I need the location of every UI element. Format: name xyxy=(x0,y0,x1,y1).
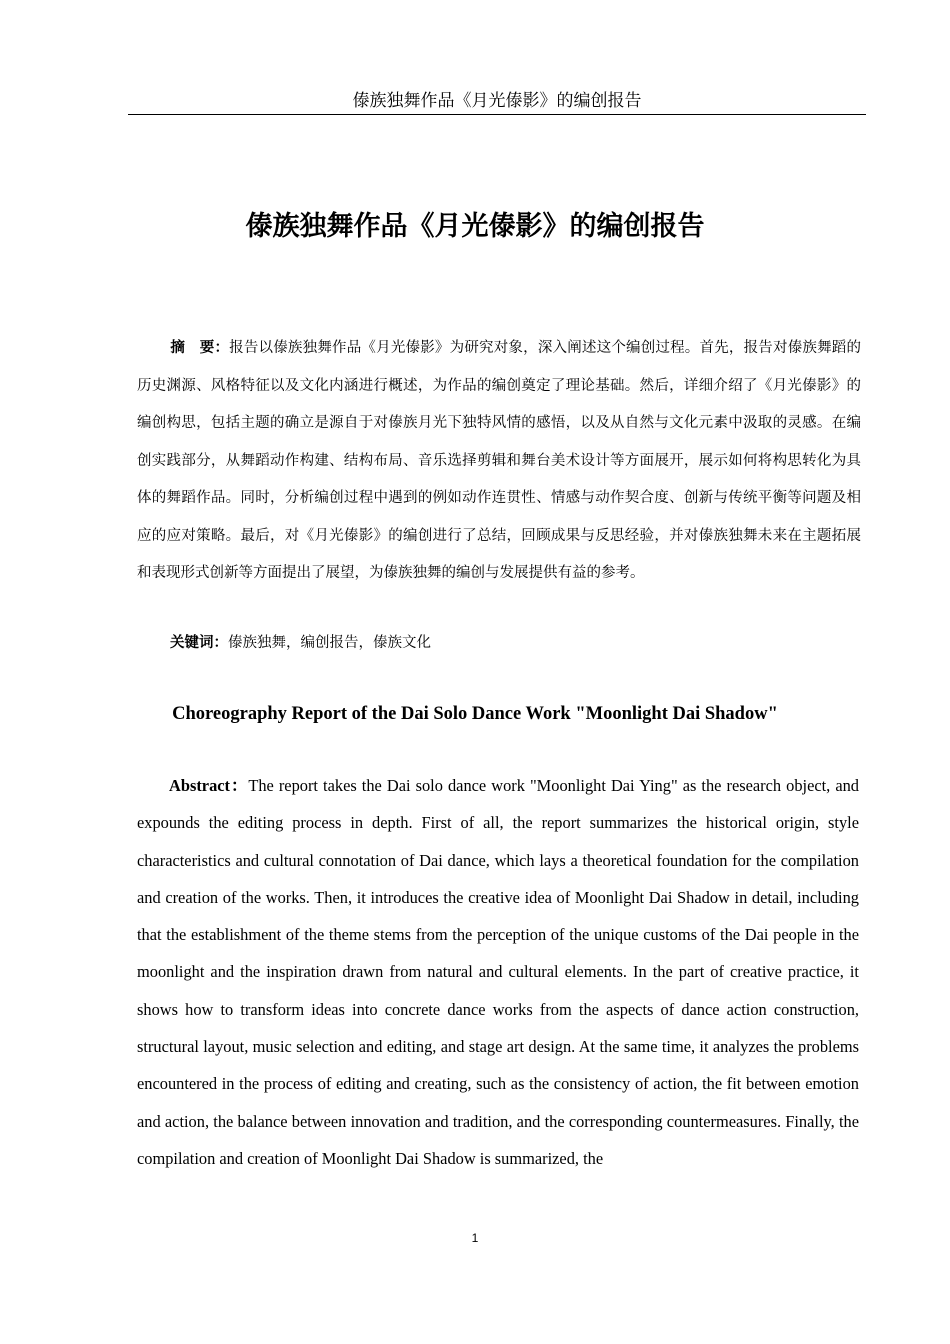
abstract-chinese-label: 摘 要： xyxy=(170,340,230,356)
abstract-english xyxy=(137,767,859,1177)
page-title-english: Choreography Report of the Dai Solo Dance Work "Moonlight Dai Shadow" xyxy=(172,704,778,724)
keywords-chinese-label: 关键词： xyxy=(170,635,228,651)
page-number: 1 xyxy=(471,1231,479,1245)
abstract-english-label: Abstract： xyxy=(169,776,249,795)
abstract-chinese xyxy=(137,330,861,593)
page-title-chinese: 傣族独舞作品《月光傣影》的编创报告 xyxy=(245,211,705,242)
running-header: 傣族独舞作品《月光傣影》的编创报告 xyxy=(128,88,866,115)
abstract-chinese-text: 报告以傣族独舞作品《月光傣影》为研究对象，深入阐述这个编创过程。首先，报告对傣族舞蹈的历史渊源、风格特征以及文化内涵进行概述，为作品的编创奠定了理论基础。然后，详细介绍了《月光傣影》的编创构思，包括主题的确立是源自于对傣族月光下独特风情的感悟，以及从自然与文化元素中汲取的灵感。在编创实践部分，从舞蹈动作构建、结构布局、音乐选择剪辑和舞台美术设计等方面展开，展示如何将构思转化为具体的舞蹈作品。同时，分析编创过程中遇到的例如动作连贯性、情感与动作契合度、创新与传统平衡等问题及相应的应对策略。最后，对《月光傣影》的编创进行了总结，回顾成果与反思经验，并对傣族独舞未来在主题拓展和表现形式创新等方面提出了展望，为傣族独舞的编创与发展提供有益的参考。 xyxy=(137,340,861,581)
abstract-english-text: The report takes the Dai solo dance work "Moonlight Dai Ying" as the research object, and expounds the editing process in depth. First of all, the report summarizes the historical origin, style characteristics and cultural connotation of Dai dance, which lays a theoretical foundation for the compilation and creation of the works. Then, it introduces the creative idea of Moonlight Dai Shadow in detail, including that the establishment of the theme stems from the perception of the unique customs of the Dai people in the moonlight and the inspiration drawn from natural and cultural elements. In the part of creative practice, it shows how to transform ideas into concrete dance works from the aspects of dance action construction, structural layout, music selection and editing, and stage art design. At the same time, it analyzes the problems encountered in the process of editing and creating, such as the consistency of action, the fit between emotion and action, the balance between innovation and tradition, and the corresponding countermeasures. Finally, the compilation and creation of Moonlight Dai Shadow is summarized, the xyxy=(137,776,860,1168)
keywords-chinese xyxy=(170,625,431,662)
keywords-chinese-text: 傣族独舞，编创报告，傣族文化 xyxy=(228,635,431,651)
